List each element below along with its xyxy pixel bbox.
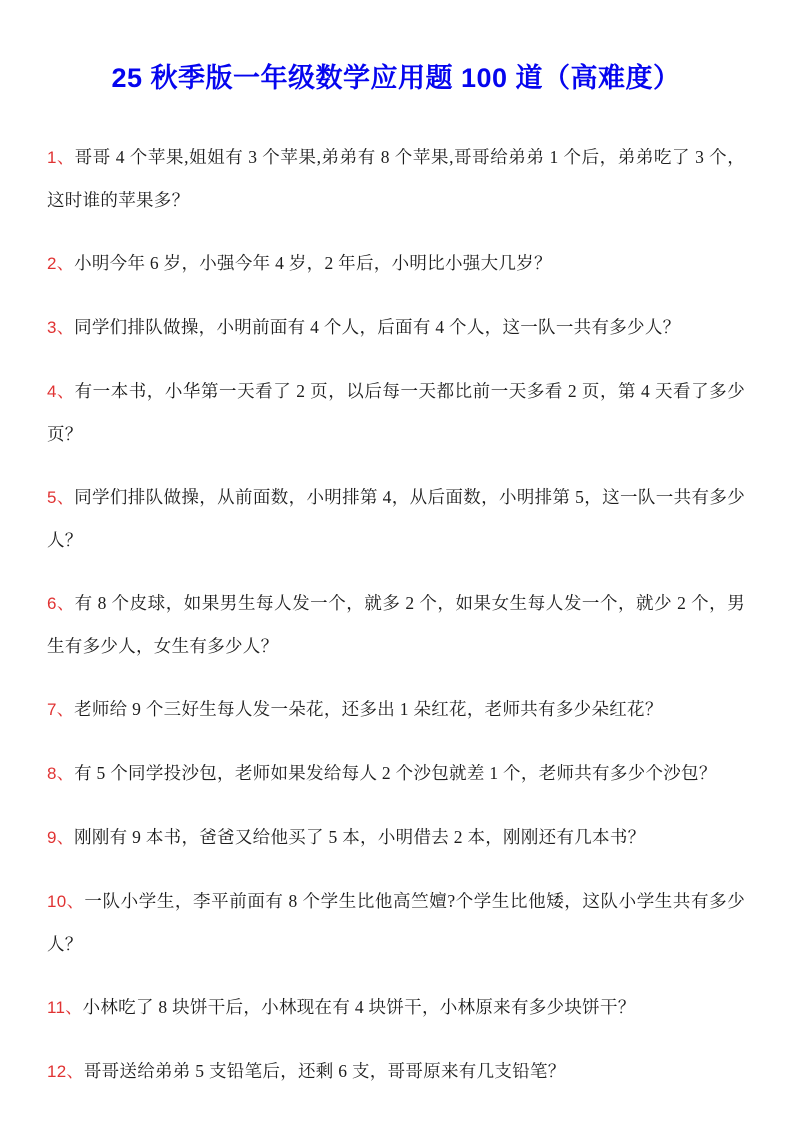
question-item bbox=[47, 986, 745, 1029]
question-number: 6、 bbox=[47, 594, 75, 613]
question-text: 一队小学生，李平前面有 8 个学生比他高竺嬗?个学生比他矮，这队小学生共有多少人？ bbox=[47, 891, 746, 954]
question-item bbox=[47, 242, 745, 285]
question-text: 有 8 个皮球，如果男生每人发一个，就多 2 个，如果女生每人发一个，就少 2 个，男生有多少人，女生有多少人？ bbox=[47, 593, 745, 656]
question-number: 7、 bbox=[47, 700, 75, 719]
question-item bbox=[47, 816, 745, 859]
question-text: 老师给 9 个三好生每人发一朵花，还多出 1 朵红花，老师共有多少朵红花？ bbox=[74, 699, 663, 719]
question-item bbox=[47, 688, 745, 731]
question-text: 有一本书，小华第一天看了 2 页，以后每一天都比前一天多看 2 页，第 4 天看了多少页？ bbox=[47, 381, 745, 444]
question-item bbox=[47, 752, 745, 795]
question-text: 同学们排队做操，小明前面有 4 个人，后面有 4 个人，这一队一共有多少人？ bbox=[74, 317, 681, 337]
question-text: 哥哥 4 个苹果,姐姐有 3 个苹果,弟弟有 8 个苹果,哥哥给弟弟 1 个后，弟弟吃了 3 个，这时谁的苹果多？ bbox=[47, 147, 745, 210]
question-number: 12、 bbox=[47, 1062, 84, 1081]
question-number: 9、 bbox=[47, 828, 75, 847]
question-item bbox=[47, 370, 745, 455]
question-number: 5、 bbox=[47, 488, 75, 507]
question-text: 小林吃了 8 块饼干后，小林现在有 4 块饼干，小林原来有多少块饼干？ bbox=[82, 997, 636, 1017]
question-number: 4、 bbox=[47, 382, 75, 401]
question-text: 哥哥送给弟弟 5 支铅笔后，还剩 6 支，哥哥原来有几支铅笔？ bbox=[83, 1061, 566, 1081]
question-list bbox=[47, 136, 745, 1093]
question-text: 刚刚有 9 本书，爸爸又给他买了 5 本，小明借去 2 本，刚刚还有几本书？ bbox=[74, 827, 646, 847]
page-title: 25 秋季版一年级数学应用题 100 道（高难度） bbox=[111, 63, 681, 93]
question-text: 小明今年 6 岁，小强今年 4 岁，2 年后，小明比小强大几岁？ bbox=[74, 253, 552, 273]
question-number: 11、 bbox=[47, 998, 83, 1017]
question-item bbox=[47, 476, 745, 561]
question-number: 8、 bbox=[47, 764, 75, 783]
question-text: 有 5 个同学投沙包，老师如果发给每人 2 个沙包就差 1 个，老师共有多少个沙包？ bbox=[74, 763, 717, 783]
question-number: 2、 bbox=[47, 254, 75, 273]
question-number: 1、 bbox=[47, 148, 75, 167]
question-number: 10、 bbox=[47, 892, 85, 911]
question-item bbox=[47, 880, 745, 965]
question-item bbox=[47, 1050, 745, 1093]
question-number: 3、 bbox=[47, 318, 75, 337]
question-item bbox=[47, 306, 745, 349]
question-item bbox=[47, 582, 745, 667]
question-text: 同学们排队做操，从前面数，小明排第 4，从后面数，小明排第 5，这一队一共有多少人？ bbox=[47, 487, 745, 550]
question-item bbox=[47, 136, 745, 221]
